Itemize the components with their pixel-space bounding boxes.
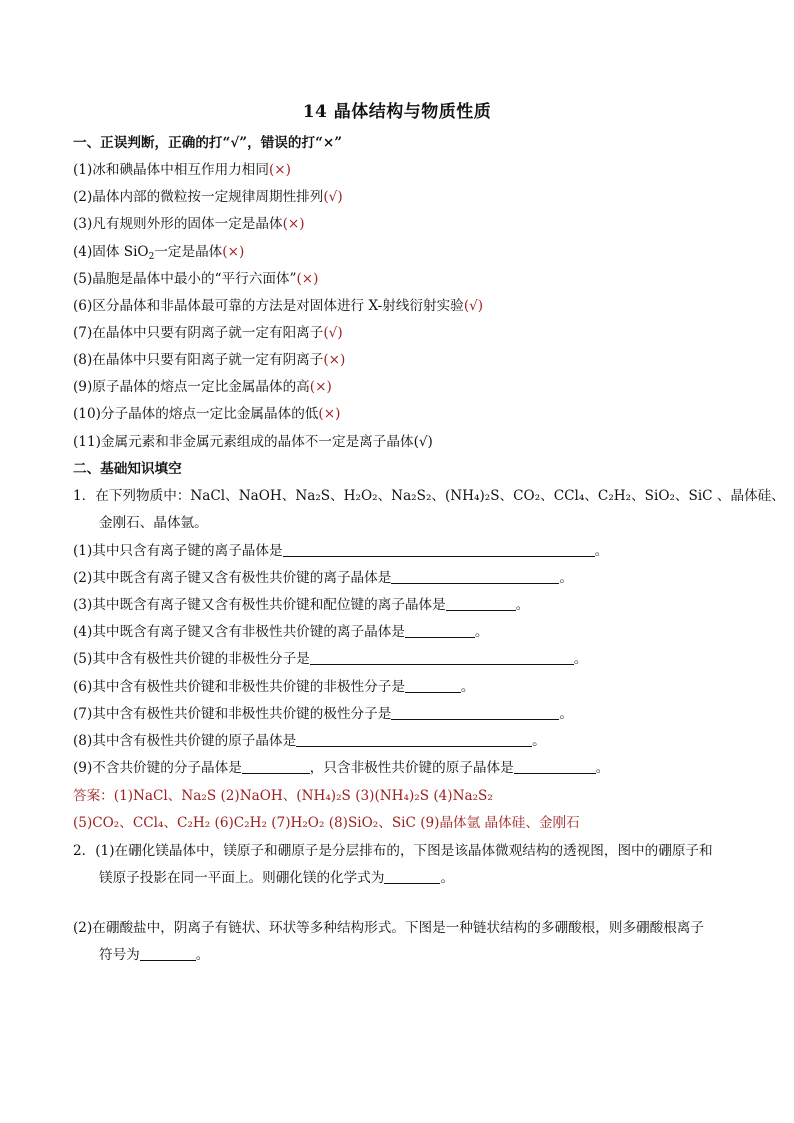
q2-part1-text: 镁原子投影在同一平面上。则硼化镁的化学式为 [99,870,385,886]
q2-part1-end: 。 [440,870,455,886]
item-mark: (×) [296,271,319,287]
q2-part2-text: 符号为 [99,947,140,963]
question-2-part-1: 2．(1)在硼化镁晶体中，镁原子和硼原子是分层排布的，下图是该晶体微观结构的透视图，图中的硼原子和 [73,843,713,859]
answer-blank[interactable] [391,705,559,720]
fill-item-end: 。 [559,570,573,586]
item-text: (5)晶胞是晶体中最小的“平行六面体” [73,271,297,287]
fill-item [73,595,733,615]
answer-blank[interactable] [405,678,461,693]
item-text: (3)凡有规则外形的固体一定是晶体 [73,216,283,232]
judgment-item [73,269,733,289]
item-text: (8)在晶体中只要有阳离子就一定有阴离子 [73,352,324,368]
fill-item-mid: ，只含非极性共价键的原子晶体是 [309,760,514,776]
answer-blank[interactable] [140,946,196,961]
fill-item-text: (1)其中只含有离子键的离子晶体是 [73,543,283,559]
answer-blank[interactable] [514,759,596,774]
fill-item [73,622,733,642]
subscript: 2 [148,252,155,262]
item-mark: (√) [463,298,484,314]
judgment-item [73,350,733,370]
answer-blank[interactable] [283,542,595,557]
item-mark: (×) [323,352,346,368]
answer-blank[interactable] [296,732,532,747]
fill-item [73,731,733,751]
fill-item-end: 。 [594,543,609,559]
judgment-item [73,242,733,262]
item-mark: (√) [323,325,343,341]
item-text: (1)冰和碘晶体中相互作用力相同 [73,162,269,178]
item-mark: (×) [222,244,245,260]
fill-item-end: 。 [460,679,475,695]
page-title: 14 晶体结构与物质性质 [302,102,492,122]
fill-item-text: (2)其中既含有离子键又含有极性共价键的离子晶体是 [73,570,392,586]
answer-blank[interactable] [391,569,559,584]
item-mark: (×) [268,162,291,178]
fill-item [73,677,733,697]
question-1-stem: 1．在下列物质中：NaCl、NaOH、Na₂S、H₂O₂、Na₂S₂、(NH₄)₂S、CO₂、CCl₄、C₂H₂、SiO₂、SiC 、晶体硅、 [73,488,785,504]
question-2-part-1-cont [99,868,759,888]
question-2-part-2-cont [99,945,759,965]
answer-blank[interactable] [384,869,440,884]
item-text: (7)在晶体中只要有阴离子就一定有阳离子 [73,325,324,341]
fill-item-end: 。 [595,760,610,776]
section-1-heading: 一、正误判断，正确的打“√”，错误的打“×” [73,135,343,151]
question-1-stem-cont: 金刚石、晶体氩。 [99,515,208,531]
item-text: (9)原子晶体的熔点一定比金属晶体的高 [73,379,310,395]
section-2-heading: 二、基础知识填空 [73,461,182,477]
judgment-item [73,432,733,452]
answer-blank[interactable] [310,650,574,665]
judgment-item [73,377,733,397]
fill-item-text: (4)其中既含有离子键又含有非极性共价键的离子晶体是 [73,624,405,640]
item-text: (6)区分晶体和非晶体最可靠的方法是对固体进行 X-射线衍射实验 [73,298,464,314]
question-2-part-2: (2)在硼酸盐中，阴离子有链状、环状等多种结构形式。下图是一种链状结构的多硼酸根，则多硼酸根离子 [73,920,704,936]
item-mark: (×) [309,379,332,395]
judgment-item [73,404,733,424]
fill-item-end: 。 [532,733,546,749]
fill-item-text: (9)不含共价键的分子晶体是 [73,760,242,776]
item-mark: (×) [318,406,341,422]
item-mark: (√) [413,434,433,450]
fill-item-text: (5)其中含有极性共价键的非极性分子是 [73,651,310,667]
answer-key-line-1: 答案：(1)NaCl、Na₂S (2)NaOH、(NH₄)₂S (3)(NH₄)₂S (4)Na₂S₂ [73,788,493,804]
fill-item [73,568,733,588]
fill-item-end: 。 [515,597,530,613]
fill-item-text: (8)其中含有极性共价键的原子晶体是 [73,733,297,749]
q2-part2-end: 。 [195,947,210,963]
fill-item [73,541,733,561]
judgment-item [73,296,733,316]
answer-blank[interactable] [405,623,475,638]
answer-blank[interactable] [446,596,516,611]
judgment-item [73,187,733,207]
judgment-item [73,214,733,234]
item-text: (11)金属元素和非金属元素组成的晶体不一定是离子晶体 [73,434,414,450]
fill-item-end: 。 [573,651,588,667]
fill-item [73,758,733,778]
item-text: (10)分子晶体的熔点一定比金属晶体的低 [73,406,319,422]
fill-item [73,649,733,669]
item-text: (2)晶体内部的微粒按一定规律周期性排列 [73,189,324,205]
fill-item-end: 。 [559,706,573,722]
item-mark: (×) [282,216,305,232]
fill-item-text: (3)其中既含有离子键又含有极性共价键和配位键的离子晶体是 [73,597,446,613]
judgment-item [73,323,733,343]
fill-item-text: (7)其中含有极性共价键和非极性共价键的极性分子是 [73,706,392,722]
fill-item [73,704,733,724]
item-mark: (√) [323,189,343,205]
answer-key-line-2: (5)CO₂、CCl₄、C₂H₂ (6)C₂H₂ (7)H₂O₂ (8)SiO₂、SiC (9)晶体氩 晶体硅、金刚石 [73,815,580,831]
item-text: 一定是晶体 [154,244,223,260]
item-text-pre: (4)固体 SiO [73,244,149,260]
judgment-item [73,160,733,180]
fill-item-end: 。 [474,624,489,640]
answer-blank[interactable] [242,759,310,774]
fill-item-text: (6)其中含有极性共价键和非极性共价键的非极性分子是 [73,679,405,695]
